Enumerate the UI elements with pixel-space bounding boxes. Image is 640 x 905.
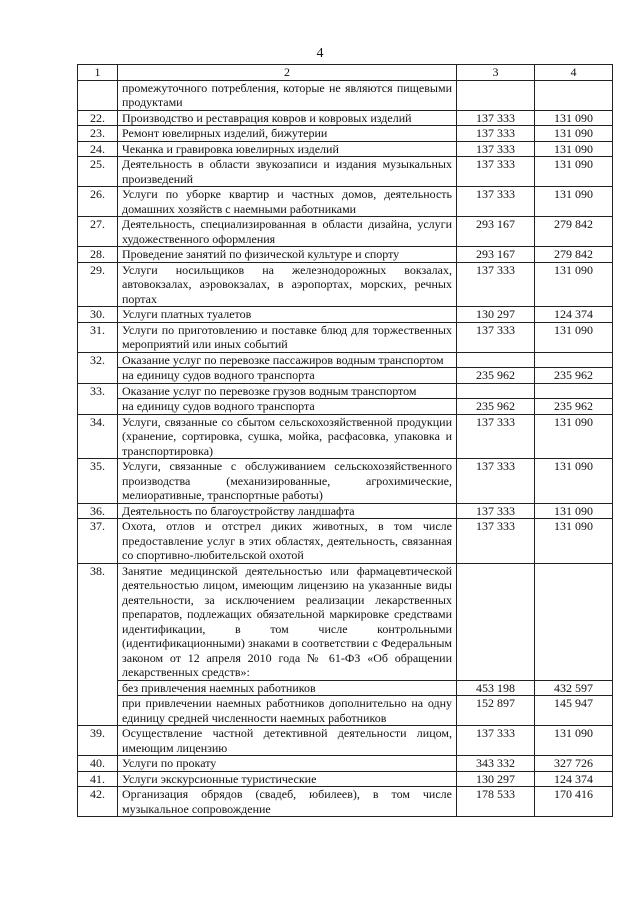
header-col-2: 2 bbox=[118, 65, 457, 81]
table-row bbox=[78, 217, 613, 247]
table-row bbox=[78, 459, 613, 504]
row-value-col3: 137 333 bbox=[457, 459, 535, 504]
row-value-col3: 137 333 bbox=[457, 262, 535, 307]
row-number: 22. bbox=[78, 110, 118, 126]
row-value-col3: 137 333 bbox=[457, 157, 535, 187]
row-value-col3: 137 333 bbox=[457, 414, 535, 459]
row-number: 40. bbox=[78, 756, 118, 772]
row-value-col4: 131 090 bbox=[535, 110, 613, 126]
row-subtext: на единицу судов водного транспорта bbox=[118, 399, 457, 415]
row-text: Услуги, связанные с обслуживанием сельскохозяйственного производства (механизированные, агрохимические, мелиоративные, транспортные работы) bbox=[118, 459, 457, 504]
table-row bbox=[78, 307, 613, 323]
row-text: Деятельность в области звукозаписи и издания музыкальных произведений bbox=[118, 157, 457, 187]
header-col-3: 3 bbox=[457, 65, 535, 81]
row-value-col4: 131 090 bbox=[535, 414, 613, 459]
row-value-col4: 235 962 bbox=[535, 399, 613, 415]
row-value-col4: 131 090 bbox=[535, 519, 613, 564]
row-value-col4: 131 090 bbox=[535, 503, 613, 519]
row-value-col4: 131 090 bbox=[535, 141, 613, 157]
row-number: 24. bbox=[78, 141, 118, 157]
row-text: Осуществление частной детективной деятельности лицом, имеющим лицензию bbox=[118, 726, 457, 756]
row-value-col3: 137 333 bbox=[457, 126, 535, 142]
row-value-col3: 137 333 bbox=[457, 110, 535, 126]
row-value-col3: 137 333 bbox=[457, 141, 535, 157]
row-number: 42. bbox=[78, 787, 118, 817]
row-value-col3: 130 297 bbox=[457, 771, 535, 787]
header-col-4: 4 bbox=[535, 65, 613, 81]
row-value-col4: 131 090 bbox=[535, 262, 613, 307]
tariff-table bbox=[77, 64, 613, 817]
table-row bbox=[78, 110, 613, 126]
row-value-col4: 327 726 bbox=[535, 756, 613, 772]
table-row bbox=[78, 383, 613, 399]
row-value-col3: 293 167 bbox=[457, 217, 535, 247]
row-value-col4: 131 090 bbox=[535, 187, 613, 217]
row-number: 37. bbox=[78, 519, 118, 564]
table-row bbox=[78, 322, 613, 352]
row-value-col4: 145 947 bbox=[535, 696, 613, 726]
row-text: Услуги по приготовлению и поставке блюд для торжественных мероприятий или иных событий bbox=[118, 322, 457, 352]
row-value-col4: 131 090 bbox=[535, 157, 613, 187]
table-row bbox=[78, 187, 613, 217]
row-text: Организация обрядов (свадеб, юбилеев), в том числе музыкальное сопровождение bbox=[118, 787, 457, 817]
row-text: промежуточного потребления, которые не являются пищевыми продуктами bbox=[118, 80, 457, 110]
row-value-col3: 130 297 bbox=[457, 307, 535, 323]
row-value-col4: 124 374 bbox=[535, 307, 613, 323]
row-subtext: при привлечении наемных работников дополнительно на одну единицу средней численности наемных работников bbox=[118, 696, 457, 726]
row-value-col3: 343 332 bbox=[457, 756, 535, 772]
row-value-col3: 293 167 bbox=[457, 247, 535, 263]
row-number: 25. bbox=[78, 157, 118, 187]
table-row bbox=[78, 126, 613, 142]
row-value-col3: 137 333 bbox=[457, 322, 535, 352]
row-number: 38. bbox=[78, 563, 118, 726]
table-row bbox=[78, 726, 613, 756]
row-text: Услуги экскурсионные туристические bbox=[118, 771, 457, 787]
row-text: Деятельность, специализированная в области дизайна, услуги художественного оформления bbox=[118, 217, 457, 247]
table-row bbox=[78, 787, 613, 817]
table-row bbox=[78, 262, 613, 307]
row-value-col3: 137 333 bbox=[457, 519, 535, 564]
table-row bbox=[78, 771, 613, 787]
row-text: Чеканка и гравировка ювелирных изделий bbox=[118, 141, 457, 157]
table-row bbox=[78, 368, 613, 384]
row-value-col4: 131 090 bbox=[535, 726, 613, 756]
table-header-row bbox=[78, 65, 613, 81]
page-number: 4 bbox=[316, 46, 324, 61]
row-number: 32. bbox=[78, 352, 118, 383]
row-value-col4: 131 090 bbox=[535, 459, 613, 504]
row-text: Проведение занятий по физической культуре и спорту bbox=[118, 247, 457, 263]
row-value-col4: 124 374 bbox=[535, 771, 613, 787]
row-number: 31. bbox=[78, 322, 118, 352]
row-text: Занятие медицинской деятельностью или фармацевтической деятельностью лицом, имеющим лицензию на указанные виды деятельности, за исключением реализации лекарственных препаратов, подлежащих обязательной маркировке средствами идентификации, в том числе контрольными (идентификационными) знаками в соответствии с Федеральным законом от 12 апреля 2010 года № 61-ФЗ «Об обращении лекарственных средств»: bbox=[118, 563, 457, 680]
row-value-col3: 235 962 bbox=[457, 399, 535, 415]
row-text: Услуги, связанные со сбытом сельскохозяйственной продукции (хранение, сортировка, сушка, мойка, расфасовка, упаковка и транспортировка) bbox=[118, 414, 457, 459]
row-text: Оказание услуг по перевозке пассажиров водным транспортом bbox=[118, 352, 457, 368]
row-number: 34. bbox=[78, 414, 118, 459]
table-row bbox=[78, 141, 613, 157]
table-row bbox=[78, 414, 613, 459]
row-text: Услуги носильщиков на железнодорожных вокзалах, автовокзалах, аэровокзалах, в аэропортах, морских, речных портах bbox=[118, 262, 457, 307]
row-text: Оказание услуг по перевозке грузов водным транспортом bbox=[118, 383, 457, 399]
row-number: 26. bbox=[78, 187, 118, 217]
row-value-col4: 131 090 bbox=[535, 126, 613, 142]
header-col-1: 1 bbox=[78, 65, 118, 81]
table-row bbox=[78, 756, 613, 772]
table-row bbox=[78, 399, 613, 415]
row-text: Услуги по прокату bbox=[118, 756, 457, 772]
row-number: 35. bbox=[78, 459, 118, 504]
row-value-col4: 279 842 bbox=[535, 217, 613, 247]
row-value-col3: 453 198 bbox=[457, 680, 535, 696]
row-number: 33. bbox=[78, 383, 118, 414]
row-number: 29. bbox=[78, 262, 118, 307]
row-number: 28. bbox=[78, 247, 118, 263]
row-text: Деятельность по благоустройству ландшафта bbox=[118, 503, 457, 519]
table-row bbox=[78, 563, 613, 680]
row-value-col3: 137 333 bbox=[457, 726, 535, 756]
table-row bbox=[78, 247, 613, 263]
row-number: 36. bbox=[78, 503, 118, 519]
row-text: Услуги платных туалетов bbox=[118, 307, 457, 323]
row-text: Услуги по уборке квартир и частных домов, деятельность домашних хозяйств с наемными работниками bbox=[118, 187, 457, 217]
row-text: Производство и реставрация ковров и ковровых изделий bbox=[118, 110, 457, 126]
row-text: Ремонт ювелирных изделий, бижутерии bbox=[118, 126, 457, 142]
row-value-col4: 170 416 bbox=[535, 787, 613, 817]
row-value-col3: 137 333 bbox=[457, 503, 535, 519]
table-row bbox=[78, 503, 613, 519]
row-number: 39. bbox=[78, 726, 118, 756]
table-row bbox=[78, 696, 613, 726]
table-row bbox=[78, 157, 613, 187]
row-subtext: на единицу судов водного транспорта bbox=[118, 368, 457, 384]
row-subtext: без привлечения наемных работников bbox=[118, 680, 457, 696]
table-row bbox=[78, 80, 613, 110]
row-value-col4: 279 842 bbox=[535, 247, 613, 263]
row-value-col4: 432 597 bbox=[535, 680, 613, 696]
row-value-col3: 137 333 bbox=[457, 187, 535, 217]
row-text: Охота, отлов и отстрел диких животных, в том числе предоставление услуг в этих областях, деятельность, связанная со спортивно-любительской охотой bbox=[118, 519, 457, 564]
table-row bbox=[78, 519, 613, 564]
table-row bbox=[78, 680, 613, 696]
table-row bbox=[78, 352, 613, 368]
row-number: 30. bbox=[78, 307, 118, 323]
row-number: 27. bbox=[78, 217, 118, 247]
row-value-col3: 152 897 bbox=[457, 696, 535, 726]
row-value-col4: 131 090 bbox=[535, 322, 613, 352]
row-value-col4: 235 962 bbox=[535, 368, 613, 384]
row-number: 41. bbox=[78, 771, 118, 787]
row-number: 23. bbox=[78, 126, 118, 142]
row-value-col3: 178 533 bbox=[457, 787, 535, 817]
row-value-col3: 235 962 bbox=[457, 368, 535, 384]
